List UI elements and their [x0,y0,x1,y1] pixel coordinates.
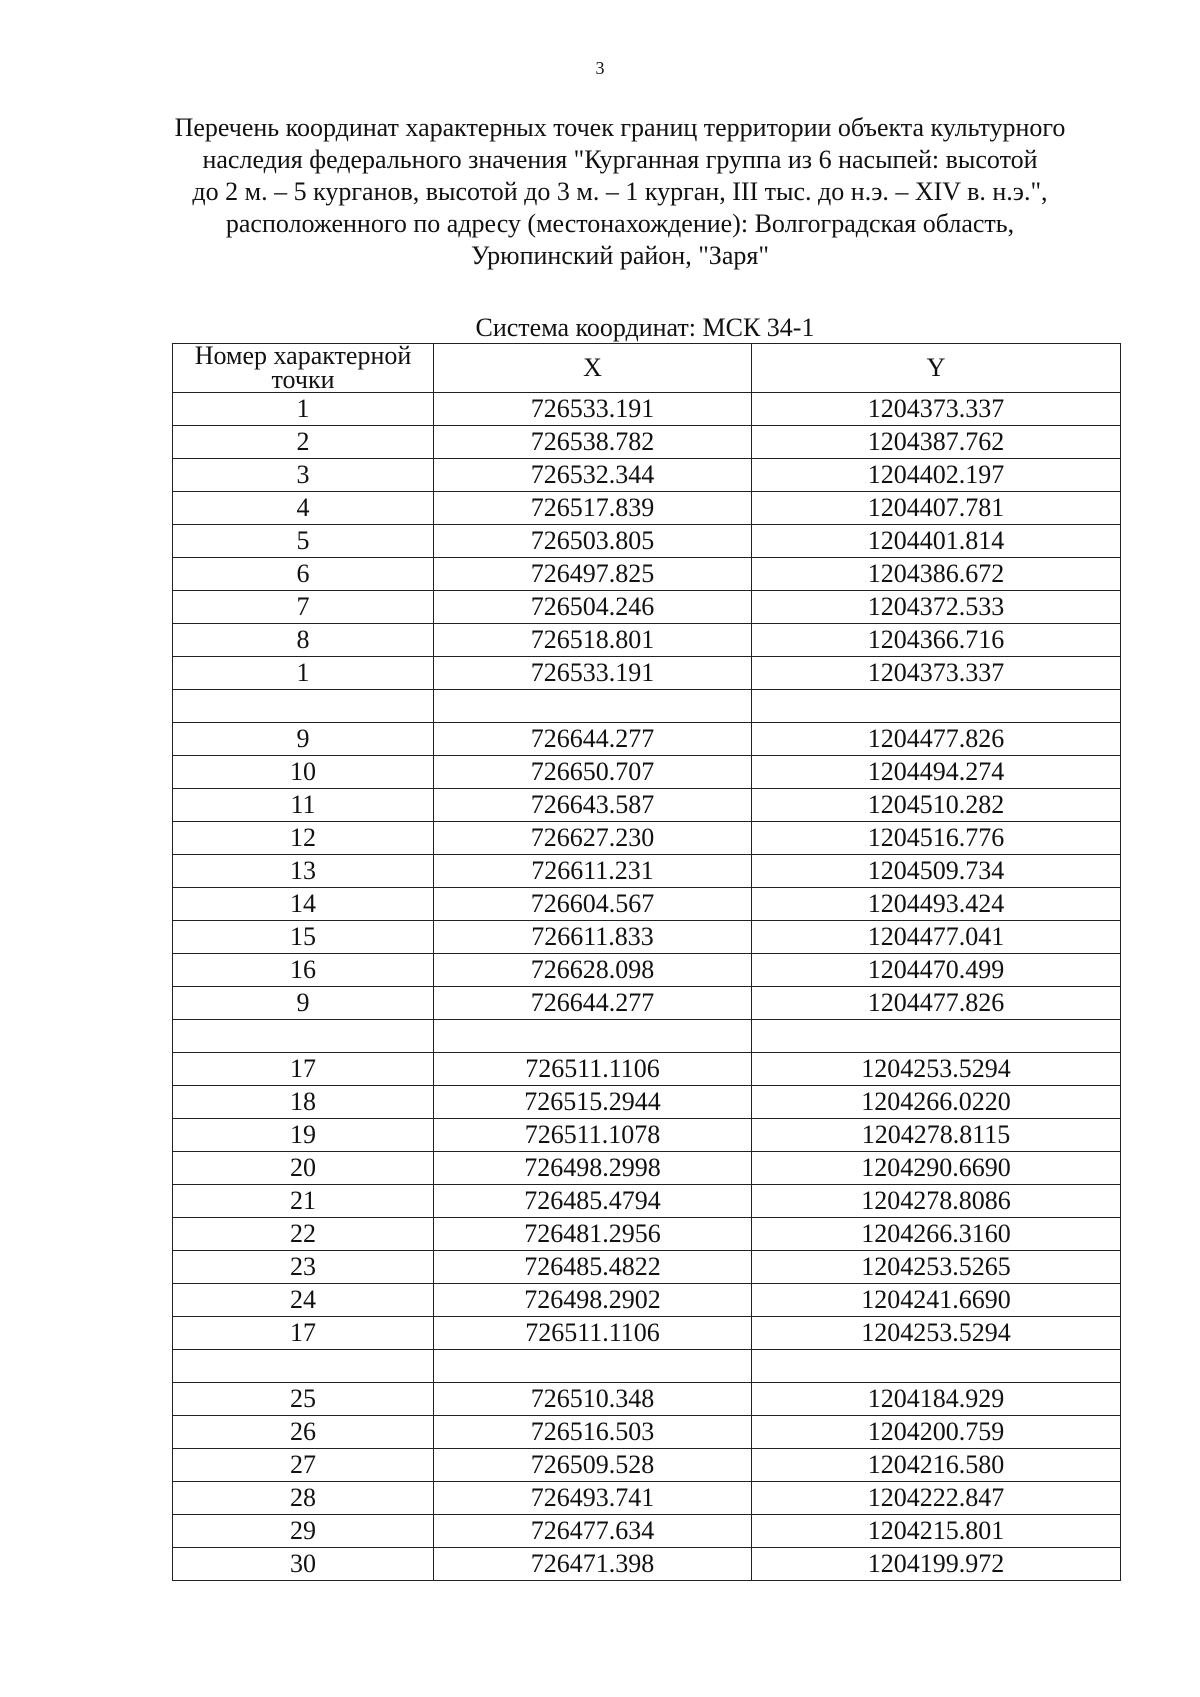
cell-y: 1204510.282 [752,789,1121,822]
cell-point-number: 3 [173,459,434,492]
cell-x: 726611.833 [434,921,752,954]
cell-y: 1204241.6690 [752,1284,1121,1317]
table-row [173,624,1121,657]
cell-point-number: 23 [173,1251,434,1284]
page-number: 3 [595,58,605,78]
cell-point-number: 17 [173,1317,434,1350]
cell-y [752,1350,1121,1383]
cell-x: 726650.707 [434,756,752,789]
cell-x: 726477.634 [434,1515,752,1548]
cell-x: 726503.805 [434,525,752,558]
cell-x: 726471.398 [434,1548,752,1581]
table-row [173,1284,1121,1317]
cell-point-number: 15 [173,921,434,954]
cell-point-number: 25 [173,1383,434,1416]
cell-point-number: 9 [173,987,434,1020]
cell-x: 726481.2956 [434,1218,752,1251]
table-row [173,1185,1121,1218]
table-row [173,888,1121,921]
cell-x: 726533.191 [434,657,752,690]
cell-point-number: 8 [173,624,434,657]
table-row [173,1152,1121,1185]
cell-y: 1204477.826 [752,723,1121,756]
cell-x: 726497.825 [434,558,752,591]
table-row [173,657,1121,690]
cell-point-number [173,1350,434,1383]
cell-x: 726611.231 [434,855,752,888]
coordinates-table [172,343,1121,1581]
cell-x: 726510.348 [434,1383,752,1416]
cell-x: 726498.2902 [434,1284,752,1317]
cell-point-number: 7 [173,591,434,624]
cell-x: 726493.741 [434,1482,752,1515]
table-row [173,723,1121,756]
cell-y [752,1020,1121,1053]
cell-y: 1204253.5294 [752,1317,1121,1350]
cell-y: 1204494.274 [752,756,1121,789]
cell-y: 1204386.672 [752,558,1121,591]
header-point-number-line: точки [271,365,335,394]
table-row [173,756,1121,789]
table-row [173,1449,1121,1482]
cell-point-number: 1 [173,393,434,426]
table-row [173,987,1121,1020]
cell-x: 726516.503 [434,1416,752,1449]
cell-y: 1204477.826 [752,987,1121,1020]
cell-x: 726511.1106 [434,1317,752,1350]
cell-point-number: 26 [173,1416,434,1449]
cell-y: 1204372.533 [752,591,1121,624]
table-row [173,1020,1121,1053]
cell-x: 726509.528 [434,1449,752,1482]
cell-y: 1204253.5265 [752,1251,1121,1284]
table-row [173,690,1121,723]
table-row [173,921,1121,954]
cell-x: 726504.246 [434,591,752,624]
cell-point-number: 22 [173,1218,434,1251]
table-row [173,1482,1121,1515]
cell-y: 1204215.801 [752,1515,1121,1548]
table-row [173,1086,1121,1119]
table-row [173,1416,1121,1449]
cell-y: 1204402.197 [752,459,1121,492]
cell-y: 1204278.8115 [752,1119,1121,1152]
table-row [173,492,1121,525]
cell-point-number: 29 [173,1515,434,1548]
cell-point-number: 21 [173,1185,434,1218]
cell-y: 1204477.041 [752,921,1121,954]
table-row [173,1119,1121,1152]
cell-x [434,1020,752,1053]
table-row [173,1317,1121,1350]
cell-point-number: 10 [173,756,434,789]
cell-x: 726627.230 [434,822,752,855]
cell-point-number: 13 [173,855,434,888]
table-row [173,558,1121,591]
header-point-number-line: Номер характерной [194,341,412,370]
cell-x: 726538.782 [434,426,752,459]
cell-x: 726485.4794 [434,1185,752,1218]
cell-point-number: 6 [173,558,434,591]
cell-point-number: 16 [173,954,434,987]
cell-x: 726628.098 [434,954,752,987]
cell-point-number: 11 [173,789,434,822]
cell-y: 1204470.499 [752,954,1121,987]
title-line: до 2 м. – 5 курганов, высотой до 3 м. – 1 курган, III тыс. до н.э. – XIV в. н.э.", [192,177,1048,206]
cell-point-number: 5 [173,525,434,558]
cell-y: 1204266.0220 [752,1086,1121,1119]
table-row [173,1251,1121,1284]
cell-point-number: 9 [173,723,434,756]
table-row [173,1515,1121,1548]
table-row [173,393,1121,426]
cell-point-number: 2 [173,426,434,459]
title-line: наследия федерального значения "Курганная группа из 6 насыпей: высотой [202,145,1038,174]
table-row [173,954,1121,987]
cell-y: 1204387.762 [752,426,1121,459]
table-row [173,591,1121,624]
cell-x: 726498.2998 [434,1152,752,1185]
table-row [173,822,1121,855]
cell-y: 1204373.337 [752,393,1121,426]
table-row [173,426,1121,459]
table-row [173,1350,1121,1383]
cell-y: 1204200.759 [752,1416,1121,1449]
cell-point-number: 30 [173,1548,434,1581]
cell-y: 1204278.8086 [752,1185,1121,1218]
cell-x: 726532.344 [434,459,752,492]
cell-x [434,1350,752,1383]
cell-point-number: 27 [173,1449,434,1482]
table-row [173,459,1121,492]
cell-point-number: 4 [173,492,434,525]
table-row [173,855,1121,888]
table-row [173,789,1121,822]
cell-x: 726511.1078 [434,1119,752,1152]
cell-x [434,690,752,723]
cell-y [752,690,1121,723]
cell-y: 1204373.337 [752,657,1121,690]
cell-point-number: 17 [173,1053,434,1086]
cell-x: 726511.1106 [434,1053,752,1086]
cell-point-number: 14 [173,888,434,921]
cell-y: 1204407.781 [752,492,1121,525]
cell-y: 1204199.972 [752,1548,1121,1581]
header-y: Y [752,344,1121,393]
cell-point-number: 18 [173,1086,434,1119]
cell-point-number: 20 [173,1152,434,1185]
cell-point-number: 28 [173,1482,434,1515]
table-header-row [173,344,1121,393]
table-row [173,1053,1121,1086]
header-x: X [434,344,752,393]
cell-y: 1204222.847 [752,1482,1121,1515]
cell-x: 726517.839 [434,492,752,525]
table-row [173,1383,1121,1416]
cell-point-number: 12 [173,822,434,855]
cell-x: 726644.277 [434,987,752,1020]
cell-point-number: 19 [173,1119,434,1152]
table-row [173,1218,1121,1251]
cell-y: 1204184.929 [752,1383,1121,1416]
cell-y: 1204401.814 [752,525,1121,558]
cell-x: 726485.4822 [434,1251,752,1284]
title-line: расположенного по адресу (местонахождение): Волгоградская область, [225,209,1015,238]
title-line: Перечень координат характерных точек границ территории объекта культурного [174,113,1066,142]
table-row [173,525,1121,558]
cell-x: 726515.2944 [434,1086,752,1119]
cell-x: 726643.587 [434,789,752,822]
cell-y: 1204516.776 [752,822,1121,855]
header-point-number [173,341,434,394]
cell-y: 1204266.3160 [752,1218,1121,1251]
coordinate-system-label: Система координат: МСК 34-1 [475,313,815,342]
table-body [173,393,1121,1581]
cell-y: 1204493.424 [752,888,1121,921]
cell-y: 1204216.580 [752,1449,1121,1482]
table-row [173,1548,1121,1581]
cell-y: 1204509.734 [752,855,1121,888]
document-title [120,112,1120,272]
cell-point-number: 1 [173,657,434,690]
cell-x: 726533.191 [434,393,752,426]
cell-x: 726604.567 [434,888,752,921]
cell-point-number [173,1020,434,1053]
cell-y: 1204253.5294 [752,1053,1121,1086]
cell-point-number [173,690,434,723]
title-line: Урюпинский район, "Заря" [471,241,769,270]
cell-x: 726644.277 [434,723,752,756]
cell-x: 726518.801 [434,624,752,657]
cell-y: 1204290.6690 [752,1152,1121,1185]
cell-point-number: 24 [173,1284,434,1317]
cell-y: 1204366.716 [752,624,1121,657]
